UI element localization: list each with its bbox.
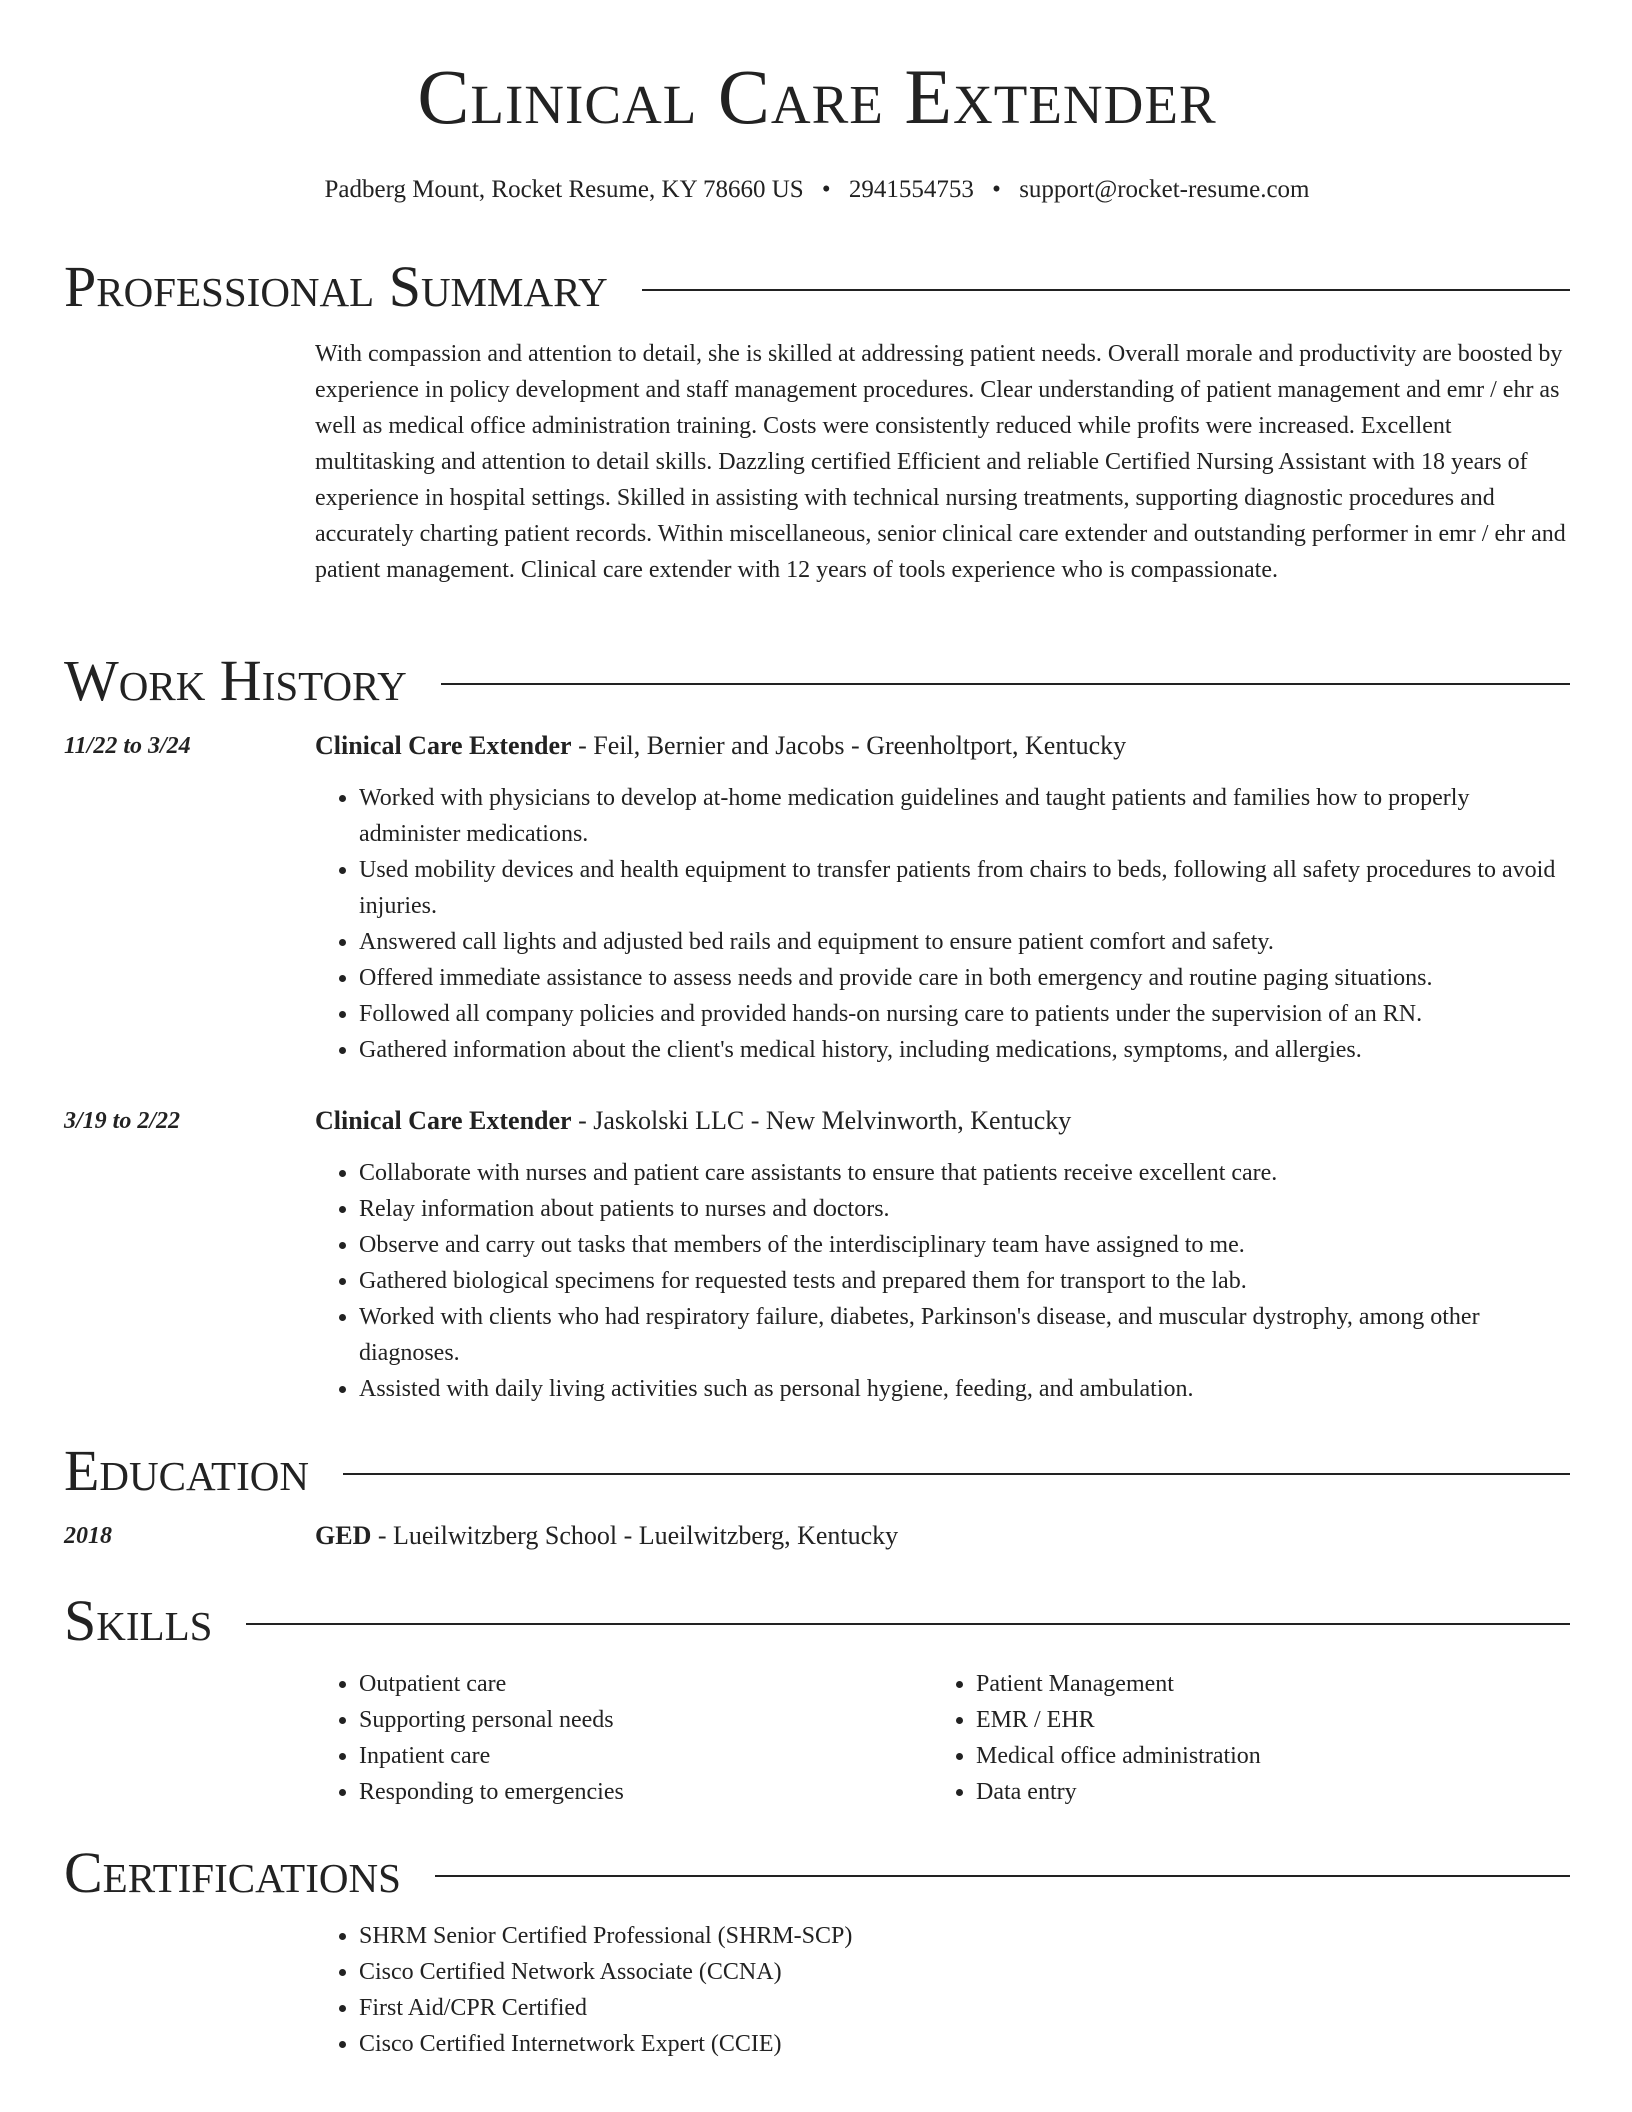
education-entry <box>315 1518 1570 1554</box>
list-item: • Cisco Certified Network Associate (CCNA) <box>359 1954 1570 1990</box>
education-details: - Lueilwitzberg School - Lueilwitzberg, Kentucky <box>371 1521 899 1550</box>
summary-text: With compassion and attention to detail, she is skilled at addressing patient needs. Overall morale and productivity are boosted by experience in policy development and staff management procedures. Clear understanding of patient management and emr / ehr as well as medical office administration training. Costs were consistently reduced while profits were increased. Excellent multitasking and attention to detail skills. Dazzling certified Efficient and reliable Certified Nursing Assistant with 18 years of experience in hospital settings. Skilled in assisting with technical nursing treatments, supporting diagnostic procedures and accurately charting patient records. Within miscellaneous, senior clinical care extender and outstanding performer in emr / ehr and patient management. Clinical care extender with 12 years of tools experience who is compassionate. <box>315 341 1566 583</box>
resume-name: Clinical Care Extender <box>417 53 1217 140</box>
skills-column-left <box>315 1666 932 1810</box>
job-dates: 3/19 to 2/22 <box>64 1108 181 1134</box>
list-item: • Cisco Certified Internetwork Expert (CCIE) <box>359 2026 1570 2062</box>
job-heading <box>315 1103 1570 1139</box>
list-item: • Responding to emergencies <box>359 1774 932 1810</box>
list-item: • Supporting personal needs <box>359 1702 932 1738</box>
skills-list-right <box>932 1666 1549 1810</box>
job-details: - Feil, Bernier and Jacobs - Greenholtport, Kentucky <box>571 731 1127 760</box>
contact-address: Padberg Mount, Rocket Resume, KY 78660 US <box>324 176 804 203</box>
contact-email[interactable]: support@rocket-resume.com <box>1019 176 1310 203</box>
list-item: • Worked with clients who had respiratory failure, diabetes, Parkinson's disease, and muscular dystrophy, among other diagnoses. <box>359 1299 1570 1371</box>
list-item: • Gathered biological specimens for requested tests and prepared them for transport to the lab. <box>359 1263 1570 1299</box>
list-item: • SHRM Senior Certified Professional (SHRM-SCP) <box>359 1918 1570 1954</box>
list-item: • Outpatient care <box>359 1666 932 1702</box>
section-divider <box>435 1875 1570 1877</box>
job-role: Clinical Care Extender <box>315 731 572 760</box>
summary-title: Professional Summary <box>64 254 608 319</box>
contact-line <box>64 176 1570 204</box>
list-item: • Observe and carry out tasks that members of the interdisciplinary team have assigned to me. <box>359 1227 1570 1263</box>
certifications-list <box>315 1918 1570 2062</box>
list-item: • Collaborate with nurses and patient care assistants to ensure that patients receive excellent care. <box>359 1155 1570 1191</box>
list-item: • Inpatient care <box>359 1738 932 1774</box>
list-item: • Gathered information about the client's medical history, including medications, symptoms, and allergies. <box>359 1032 1570 1068</box>
list-item: • Answered call lights and adjusted bed rails and equipment to ensure patient comfort and safety. <box>359 924 1570 960</box>
education-heading <box>315 1518 1570 1554</box>
list-item: • Patient Management <box>976 1666 1549 1702</box>
list-item: • Used mobility devices and health equipment to transfer patients from chairs to beds, following all safety procedures to avoid injuries. <box>359 852 1570 924</box>
work-section-header <box>64 648 1570 713</box>
list-item: • Relay information about patients to nurses and doctors. <box>359 1191 1570 1227</box>
work-title: Work History <box>64 648 407 713</box>
list-item: • Assisted with daily living activities such as personal hygiene, feeding, and ambulation. <box>359 1371 1570 1407</box>
contact-separator: • <box>821 176 831 203</box>
job-entry <box>315 1103 1570 1407</box>
skills-section-header <box>64 1588 1570 1653</box>
job-entry <box>315 728 1570 1068</box>
education-section-header <box>64 1438 1570 1503</box>
skills-columns <box>315 1666 1570 1810</box>
education-degree: GED <box>315 1521 372 1550</box>
list-item: • Medical office administration <box>976 1738 1549 1774</box>
list-item: • Followed all company policies and provided hands-on nursing care to patients under the supervision of an RN. <box>359 996 1570 1032</box>
skills-body <box>315 1666 1570 1810</box>
list-item: • Data entry <box>976 1774 1549 1810</box>
job-heading <box>315 728 1570 764</box>
certifications-section-header <box>64 1840 1570 1905</box>
section-divider <box>642 289 1570 291</box>
contact-phone: 2941554753 <box>848 176 974 203</box>
job-bullets <box>315 780 1570 1068</box>
list-item: • Worked with physicians to develop at-home medication guidelines and taught patients and families how to properly administer medications. <box>359 780 1570 852</box>
section-divider <box>343 1473 1570 1475</box>
contact-separator: • <box>992 176 1001 203</box>
skills-column-right <box>932 1666 1549 1810</box>
section-divider <box>441 683 1570 685</box>
skills-title: Skills <box>64 1588 213 1653</box>
job-role: Clinical Care Extender <box>315 1106 572 1135</box>
certifications-body <box>315 1918 1570 2062</box>
list-item: • Offered immediate assistance to assess needs and provide care in both emergency and routine paging situations. <box>359 960 1570 996</box>
section-divider <box>246 1623 1570 1625</box>
summary-body <box>315 336 1570 588</box>
list-item: • EMR / EHR <box>976 1702 1549 1738</box>
list-item: • First Aid/CPR Certified <box>359 1990 1570 2026</box>
job-bullets <box>315 1155 1570 1407</box>
education-year: 2018 <box>64 1523 112 1549</box>
job-dates: 11/22 to 3/24 <box>64 733 191 759</box>
education-title: Education <box>64 1438 309 1503</box>
summary-section-header <box>64 254 1570 319</box>
certifications-title: Certifications <box>64 1840 401 1905</box>
skills-list-left <box>315 1666 932 1810</box>
job-details: - Jaskolski LLC - New Melvinworth, Kentucky <box>571 1106 1072 1135</box>
